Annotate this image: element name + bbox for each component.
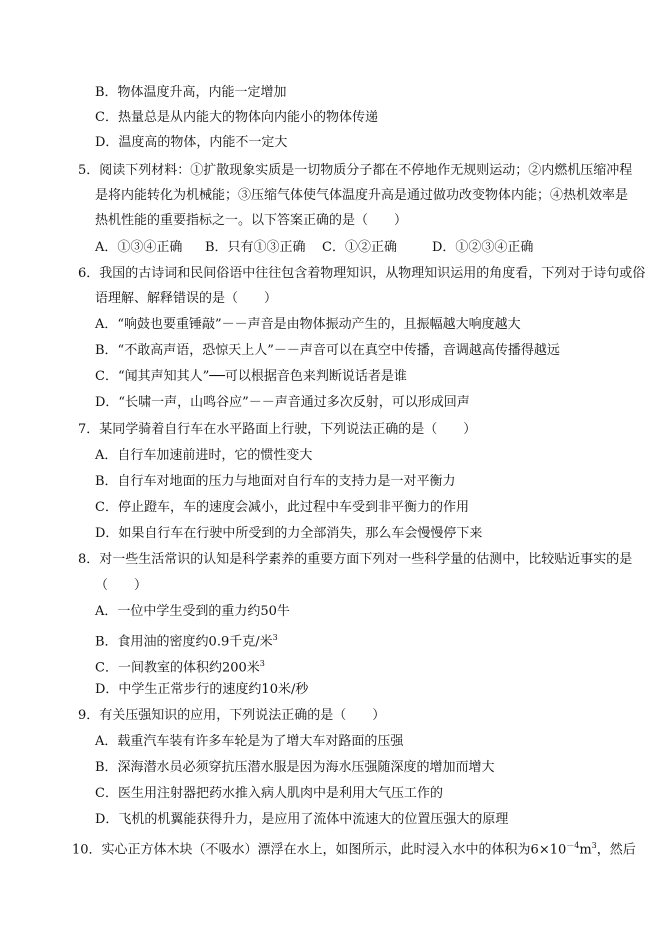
q9-option-c: C．医生用注射器把药水推入病人肌肉中是利用大气压工作的 xyxy=(95,786,443,801)
q8-option-c-sup: 3 xyxy=(259,659,265,668)
q7-stem: 7．某同学骑着自行车在水平路面上行驶，下列说法正确的是（ ） xyxy=(78,422,477,437)
q8-option-a: A．一位中学生受到的重力约50牛 xyxy=(95,604,290,619)
q6-option-d: D．“长啸一声，山鸣谷应”－－声音通过多次反射，可以形成回声 xyxy=(95,395,470,410)
q4-option-d: D．温度高的物体，内能不一定大 xyxy=(95,135,288,150)
q6-option-a: A．“响鼓也要重锤敲”－－声音是由物体振动产生的，且振幅越大响度越大 xyxy=(95,317,521,332)
q6-option-c: C．“闻其声知其人”──可以根据音色来判断说话者是谁 xyxy=(95,369,407,384)
q6-stem-line1: 6．我国的古诗词和民间俗语中往往包含着物理知识，从物理知识运用的角度看，下列对于诗句或俗 xyxy=(78,266,646,281)
q10-stem-end: ，然后 xyxy=(596,842,636,858)
q8-option-b-sup: 3 xyxy=(272,633,278,642)
q8-option-c xyxy=(95,656,265,676)
q7-option-c: C．停止蹬车，车的速度会减小，此过程中车受到非平衡力的作用 xyxy=(95,500,469,515)
q5-option-c: C．①②正确 xyxy=(322,240,397,255)
q5-options xyxy=(95,240,533,256)
q9-option-a: A．载重汽车装有许多车轮是为了增大车对路面的压强 xyxy=(95,734,404,749)
q4-option-c: C．热量总是从内能大的物体向内能小的物体传递 xyxy=(95,110,378,125)
q6-stem-line2: 语理解、解释错误的是（ ） xyxy=(95,291,278,306)
q10-unit: m xyxy=(579,842,592,858)
q4-option-b: B．物体温度升高，内能一定增加 xyxy=(95,85,287,100)
q7-option-d: D．如果自行车在行驶中所受到的力全部消失，那么车会慢慢停下来 xyxy=(95,526,483,541)
q5-option-b: B．只有①③正确 xyxy=(205,240,306,255)
q5-option-d: D．①②③④正确 xyxy=(432,240,534,255)
q10-stem-text: 10．实心正方体木块（不吸水）漂浮在水上，如图所示，此时浸入水中的体积为6×10 xyxy=(72,842,567,858)
q7-option-a: A．自行车加速前进时，它的惯性变大 xyxy=(95,448,313,463)
q8-option-b-text: B．食用油的密度约0.9千克/米 xyxy=(95,634,273,650)
q8-option-d: D．中学生正常步行的速度约10米/秒 xyxy=(95,682,309,697)
q8-option-b xyxy=(95,630,278,650)
q10-stem xyxy=(72,838,636,858)
q9-stem: 9．有关压强知识的应用，下列说法正确的是（ ） xyxy=(78,708,386,723)
q9-option-b: B．深海潜水员必须穿抗压潜水服是因为海水压强随深度的增加而增大 xyxy=(95,760,495,775)
q8-stem-line1: 8．对一些生活常识的认知是科学素养的重要方面下列对一些科学量的估测中，比较贴近事实的是 xyxy=(78,552,633,567)
q10-unit-exponent: 3 xyxy=(591,841,597,850)
q8-option-c-text: C．一间教室的体积约200米 xyxy=(95,660,260,676)
q6-option-b: B．“不敢高声语，恐惊天上人”－－声音可以在真空中传播，音调越高传播得越远 xyxy=(95,343,560,358)
q7-option-b: B．自行车对地面的压力与地面对自行车的支持力是一对平衡力 xyxy=(95,474,456,489)
q10-exponent: －4 xyxy=(566,841,580,850)
q9-option-d: D．飞机的机翼能获得升力，是应用了流体中流速大的位置压强大的原理 xyxy=(95,812,509,827)
q5-stem-line1: 5．阅读下列材料：①扩散现象实质是一切物质分子都在不停地作无规则运动；②内燃机压缩冲程 xyxy=(78,163,633,178)
q5-stem-line3: 热机性能的重要指标之一。以下答案正确的是（ ） xyxy=(95,213,408,228)
q8-stem-line2: （ ） xyxy=(95,578,148,593)
q5-option-a: A．①③④正确 xyxy=(95,240,183,255)
q5-stem-line2: 是将内能转化为机械能；③压缩气体使气体温度升高是通过做功改变物体内能；④热机效率是 xyxy=(95,188,629,203)
